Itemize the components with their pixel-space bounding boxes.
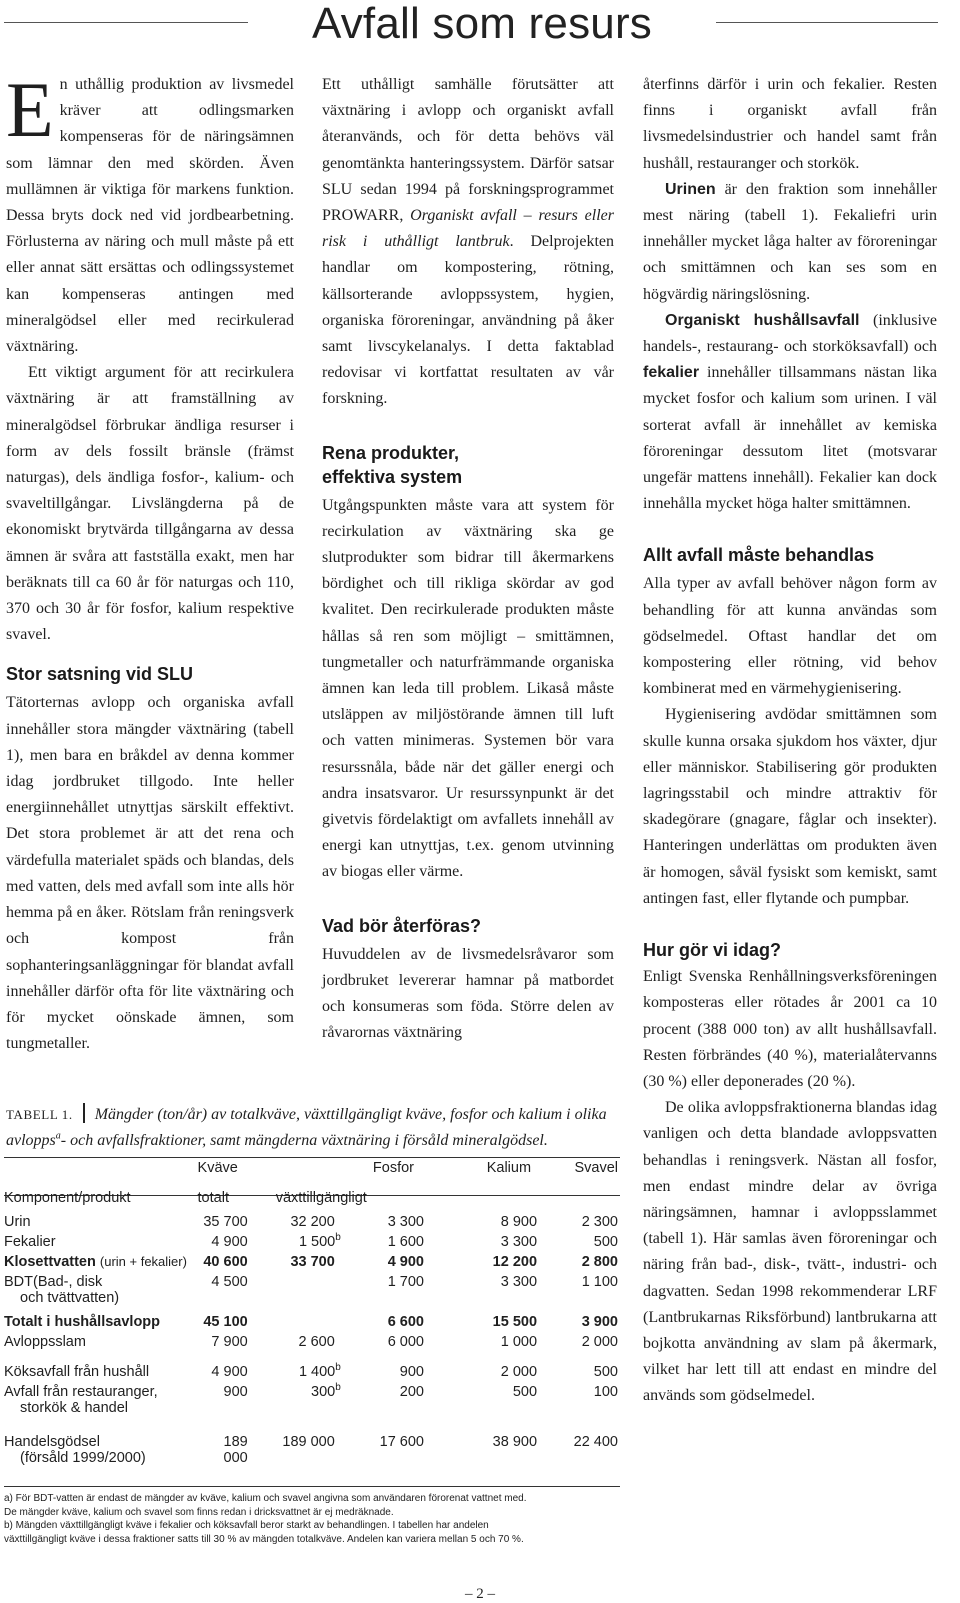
table-row [4, 1214, 620, 1234]
table-rule-top [4, 1157, 620, 1158]
column-2 [322, 72, 614, 1047]
table-header-row [4, 1180, 620, 1214]
table-row [4, 1384, 620, 1424]
section-heading: Hur gör vi idag? [643, 940, 782, 961]
table-cell: 500 [512, 1384, 538, 1400]
body-paragraph: Enligt Svenska Renhållningsverksföreningen komposteras eller rötades år 2001 ca 10 procent (388 000 ton) av allt hushållsavfall. Resten förbrändes (40 %), materialåtervanns (30 %) eller deponerades (20 %). [643, 968, 937, 1090]
table-cell: 300$^b$ [311, 1382, 341, 1400]
table-cell: 2 000 [500, 1364, 538, 1380]
table-cell: 40 600 [203, 1254, 248, 1270]
body-paragraph: Hygienisering avdödar smittämnen som skulle kunna orsaka sjukdom hos växter, djur eller människor. Stabilisering gör produkten lagringsstabil och mindre attraktiv för skadegörare (gnagare, fåglar och insekter). Hanteringen underlättas om produkten även är homogen, såväl fysiskt som kemiskt, samt antingen fast, eller flytande och pumpbar. [643, 706, 937, 907]
section-heading: Vad bör återföras? [322, 915, 482, 936]
row-label: Fekalier [4, 1234, 56, 1250]
body-paragraph: Ett uthålligt samhälle förutsätter att växtnäring i avlopp och organiskt avfall återanvänds, och för detta behövs väl genomtänkta hanteringssystem. Därför satsar SLU sedan 1994 på forskningsprogrammet PROWARR, Organiskt avfall – resurs eller risk i uthålligt lantbruk. Delprojekten handlar om kompostering, rötning, källsorterande avloppssystem, hygien, organiska föroreningar, användning på åker samt livscykelanalys. I detta faktablad redovisar vi kortfattat resultaten av vår forskning. [322, 76, 614, 408]
keyword: Urinen [665, 180, 716, 198]
table-cell: 189 000 [282, 1434, 335, 1450]
table-row [4, 1434, 620, 1474]
nutrient-table [4, 1160, 620, 1474]
col-header-kvave: Kväve [197, 1160, 238, 1176]
body-paragraph: Alla typer av avfall behöver någon form av behandling för att kunna användas som gödselmedel. Oftast handlar det om kompostering eller rötning, vid behov kombinerat med en värmehygienisering. [643, 575, 937, 698]
row-label: Köksavfall från hushåll [4, 1364, 150, 1380]
body-paragraph: Utgångspunkten måste vara att system för recirkulation av växtnäring ska ge slutprodukter som bidrar till åkermarkens bördighet och till rikliga skördar av god kvalitet. Den recirkulerade produkten måste hållas så ren som möjligt – smittämnen, tungmetaller och naturfrämmande organiska ämnen kan leda till problem. Likaså måste utsläppen av miljöstörande ämnen till luft och vatten minimeras. Systemen bör vara resurssnåla, både när det gäller energi och andra insatsvaror. Ur resurssynpunkt är det givetvis fördelaktigt om avfallets innehåll av energi kan utnyttjas, t.ex. genom utvinning av biogas eller värme. [322, 496, 614, 881]
table-cell [252, 1314, 367, 1334]
page-title: Avfall som resurs [311, 0, 653, 48]
program-title: Organiskt avfall – resurs eller risk i uthålligt lantbruk [322, 207, 614, 251]
table-cell: 900 [223, 1384, 248, 1400]
table-label: TABELL 1. [6, 1107, 73, 1122]
body-paragraph: De olika avloppsfraktionerna blandas idag vanligen och detta blandade avloppsvatten behandlas i reningsverk. Nästan all fosfor, men endast mindre delar av övriga näringsämnen, hamnar i avloppsslammet (tabell 1). Här samlas även föroreningar och näring från bad-, disk-, tvätt-, industri- och dagvatten. Sedan 1998 rekommenderar LRF (Lantbrukarnas Riksförbund) lantbrukarna att bojkotta användning av slam på åkermark, vilket har lett till att endast en mindre del används som gödselmedel. [643, 1099, 937, 1405]
table-cell: 45 100 [203, 1314, 248, 1330]
table-cell: 12 200 [492, 1254, 538, 1270]
row-label: Klosettvatten (urin + fekalier) [4, 1254, 187, 1270]
table-cell: 2 600 [298, 1334, 335, 1350]
table-cell: 6 000 [387, 1334, 424, 1350]
table-cell: 200 [399, 1384, 424, 1400]
row-label: Avfall från restauranger, storkök & handel [4, 1384, 158, 1416]
table-cell: 4 900 [211, 1234, 248, 1250]
col-header-komponent: Komponent/produkt [4, 1190, 131, 1206]
table-cell: 7 900 [211, 1334, 248, 1350]
row-label: BDT(Bad-, disk och tvättvatten) [4, 1274, 120, 1306]
table-cell: 2 300 [581, 1214, 618, 1230]
col-header-fosfor: Fosfor [372, 1160, 414, 1176]
table-row [4, 1274, 620, 1314]
page-number: – 2 – [465, 1586, 495, 1602]
table-row [4, 1334, 620, 1354]
footnote: a) För BDT-vatten är endast de mängder av kväve, kalium och svavel angivna som användaren förorenat vattnet med. [4, 1493, 527, 1504]
header-rule-right [716, 22, 938, 23]
table-row [4, 1314, 620, 1334]
table-cell: 500 [593, 1234, 618, 1250]
table-cell: 3 300 [387, 1214, 424, 1230]
table-cell: 17 600 [379, 1434, 424, 1450]
col-header-totalt: totalt [197, 1190, 229, 1206]
table-cell: 6 600 [387, 1314, 424, 1330]
section-heading: Rena produkter, effektiva system [322, 442, 463, 487]
table-cell: 2 800 [581, 1254, 618, 1270]
table-cell: 32 200 [290, 1214, 335, 1230]
table-caption: TABELL 1. Mängder (ton/år) av totalkväve, växttillgängligt kväve, fosfor och kalium i olika avlopps$^a$- och avfallsfraktioner, samt mängderna växtnäring i försåld mineralgödsel. [6, 1102, 616, 1154]
table-cell: 22 400 [573, 1434, 618, 1450]
body-paragraph: Ett viktigt argument för att recirkulera växtnäring är att framställning av mineralgödsel förbrukar ändliga resurser i form av dels fossilt bränsle (främst naturgas), dels ändliga fosfor-, kalium- och svaveltillgångar. Livslängderna på de ekonomiskt brytvärda tillgångarna av dessa ämnen är svåra att fastställa exakt, men har beräknats till ca 60 år för naturgas och 110, 370 och 30 år för fosfor, kalium respektive svavel. [6, 364, 294, 644]
table-row [4, 1364, 620, 1384]
header-rule-left [4, 22, 248, 23]
table-cell [252, 1274, 367, 1314]
table-cell: 1 500$^b$ [298, 1232, 341, 1250]
body-paragraph: Huvuddelen av de livsmedelsråvaror som jordbruket levererar hamnar på matbordet och konsumeras som föda. Större delen av råvarornas växtnäring [322, 945, 614, 1042]
col-header-svavel: Svavel [574, 1160, 618, 1176]
table-cell: 1 100 [581, 1274, 618, 1290]
col-header-vaxt: växttillgängligt [275, 1190, 367, 1206]
footnote: b) Mängden växttillgängligt kväve i fekalier och köksavfall beror starkt av behandlingen. I tabellen har andelen [4, 1520, 489, 1531]
row-label: Avloppsslam [4, 1334, 86, 1350]
footnote: De mängder kväve, kalium och svavel som finns redan i dricksvattnet är ej medräknade. [4, 1506, 394, 1518]
table-rule-bottom [4, 1486, 620, 1487]
row-label: Urin [4, 1214, 31, 1230]
column-3 [643, 72, 937, 1410]
table-cell: 1 000 [500, 1334, 538, 1350]
table-cell: 33 700 [290, 1254, 335, 1270]
table-cell: 8 900 [500, 1214, 538, 1230]
body-paragraph: Tätorternas avlopp och organiska avfall innehåller stora mängder växtnäring (tabell 1), men bara en bråkdel av denna kommer idag jordbruket tillgodo. Inte heller energiinnehållet utnyttjas särskilt effektivt. Det stora problemet är att det rena och värdefulla materialet späds och blandas, dels med vatten, dels med avfall som inte alls hör hemma på en åker. Rötslam från reningsverk och kompost från sophanteringsanläggningar för blandat avfall innehåller därför ofta för lite växtnäring och för mycket oönskade ämnen, som tungmetaller. [6, 694, 294, 1053]
table-cell: 4 500 [211, 1274, 248, 1290]
body-paragraph: Organiskt hushållsavfall (inklusive handels-, restaurang- och storköksavfall) och fekalier innehåller tillsammans nästan lika mycket fosfor och kalium som urinen. I väl sorterat avfall är innehållet av kemiska föroreningar dessutom litet (motsvarar ungefär mattens innehåll). Fekalier kan dock innehålla mycket höga halter smittämnen. [643, 311, 937, 513]
table-cell: 1 700 [387, 1274, 424, 1290]
section-heading: Stor satsning vid SLU [6, 664, 194, 685]
table-cell: 900 [399, 1364, 424, 1380]
section-heading: Allt avfall måste behandlas [643, 545, 875, 566]
footnote: växttillgängligt kväve i dessa fraktioner satts till 30 % av mängden totalkväve. Andelen kan variera mellan 5 och 70 %. [4, 1533, 524, 1545]
table-cell: 3 300 [500, 1234, 538, 1250]
body-paragraph: Urinen är den fraktion som innehåller mest näring (tabell 1). Fekaliefri urin innehåller mycket låga halter av föroreningar och smittämnen och kan ses som en högvärdig näringslösning. [643, 180, 937, 303]
table-cell: 3 300 [500, 1274, 538, 1290]
col-header-kalium: Kalium [486, 1160, 532, 1176]
table-cell: 1 600 [387, 1234, 424, 1250]
row-label: Handelsgödsel (försåld 1999/2000) [4, 1434, 146, 1466]
keyword: Organiskt hushållsavfall [665, 311, 860, 329]
body-paragraph: återfinns därför i urin och fekalier. Resten finns i organiskt avfall från livsmedelsindustrier och handel samt från hushåll, restauranger och storkök. [643, 76, 937, 172]
table-cell: 100 [593, 1384, 618, 1400]
column-1 [6, 66, 294, 1057]
table-cell: 38 900 [492, 1434, 538, 1450]
table-cell: 1 400$^b$ [298, 1362, 341, 1380]
table-cell: 35 700 [203, 1214, 248, 1230]
table-cell: 189 000 [223, 1434, 248, 1466]
keyword: fekalier [643, 364, 700, 382]
table-cell: 4 900 [387, 1254, 424, 1270]
row-label: Totalt i hushållsavlopp [4, 1314, 161, 1330]
table-cell: 500 [593, 1364, 618, 1380]
table-footnotes [4, 1492, 620, 1546]
table-cell: 3 900 [581, 1314, 618, 1330]
table-row [4, 1234, 620, 1254]
drop-cap: E [6, 66, 54, 153]
table-cell: 4 900 [211, 1364, 248, 1380]
table-header-row [4, 1160, 620, 1180]
table-cell: 2 000 [581, 1334, 618, 1350]
table-cell: 15 500 [492, 1314, 538, 1330]
intro-paragraph: En uthållig produktion av livsmedel kräver att odlingsmarken kompenseras för de näringsämnen som lämnar den med skörden. Även mullämnen är viktiga för markens funktion. Dessa bryts dock ned vid jordbearbetning. Förlusterna av näring och mull måste på ett eller annat sätt ersättas och odlingssystemet kan kompenseras antingen med mineralgödsel eller med recirkulerad växtnäring. [6, 66, 294, 356]
table-row [4, 1254, 620, 1274]
